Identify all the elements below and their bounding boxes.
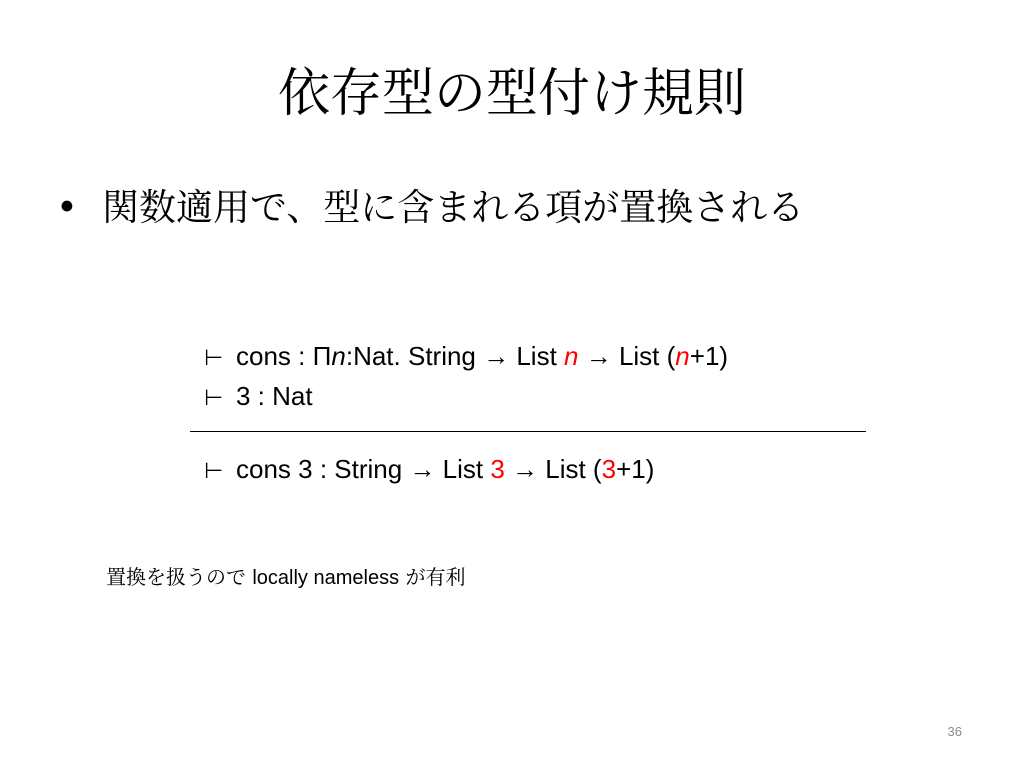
note-part1: 置換を扱うので bbox=[106, 565, 253, 589]
bullet-marker: • bbox=[56, 186, 78, 229]
premise1-suffix: +1) bbox=[689, 341, 729, 371]
premise2-text: 3 : Nat bbox=[236, 381, 313, 411]
page-number: 36 bbox=[947, 724, 962, 739]
bullet-text: 関数適用で、型に含まれる項が置換される bbox=[102, 186, 805, 229]
note-text bbox=[106, 561, 465, 594]
conclusion-highlight-3b: 3 bbox=[601, 454, 617, 484]
note-part3: が有利 bbox=[399, 565, 466, 589]
premise1-arrow: → List ( bbox=[578, 341, 676, 371]
premise1-var-n: n bbox=[331, 341, 346, 371]
premise1-prefix: cons : Π bbox=[236, 341, 332, 371]
typing-conclusion bbox=[204, 449, 654, 492]
bullet-item bbox=[56, 182, 804, 234]
conclusion-highlight-3: 3 bbox=[490, 454, 505, 484]
conclusion-suffix: +1) bbox=[616, 454, 655, 484]
premise1-middle: :Nat. String → List bbox=[345, 341, 565, 371]
inference-line bbox=[190, 431, 866, 432]
note-part2: locally nameless bbox=[252, 567, 400, 589]
premise1-highlight-n2: n bbox=[675, 341, 690, 371]
slide-title: 依存型の型付け規則 bbox=[277, 64, 746, 124]
turnstile-symbol: ⊢ bbox=[204, 459, 224, 484]
typing-premise-cons bbox=[204, 336, 728, 379]
turnstile-symbol: ⊢ bbox=[204, 346, 224, 371]
turnstile-symbol: ⊢ bbox=[204, 386, 224, 411]
conclusion-prefix: cons 3 : String → List bbox=[236, 454, 491, 484]
premise1-highlight-n: n bbox=[564, 341, 579, 371]
typing-premise-nat bbox=[204, 376, 313, 419]
conclusion-arrow: → List ( bbox=[504, 454, 602, 484]
